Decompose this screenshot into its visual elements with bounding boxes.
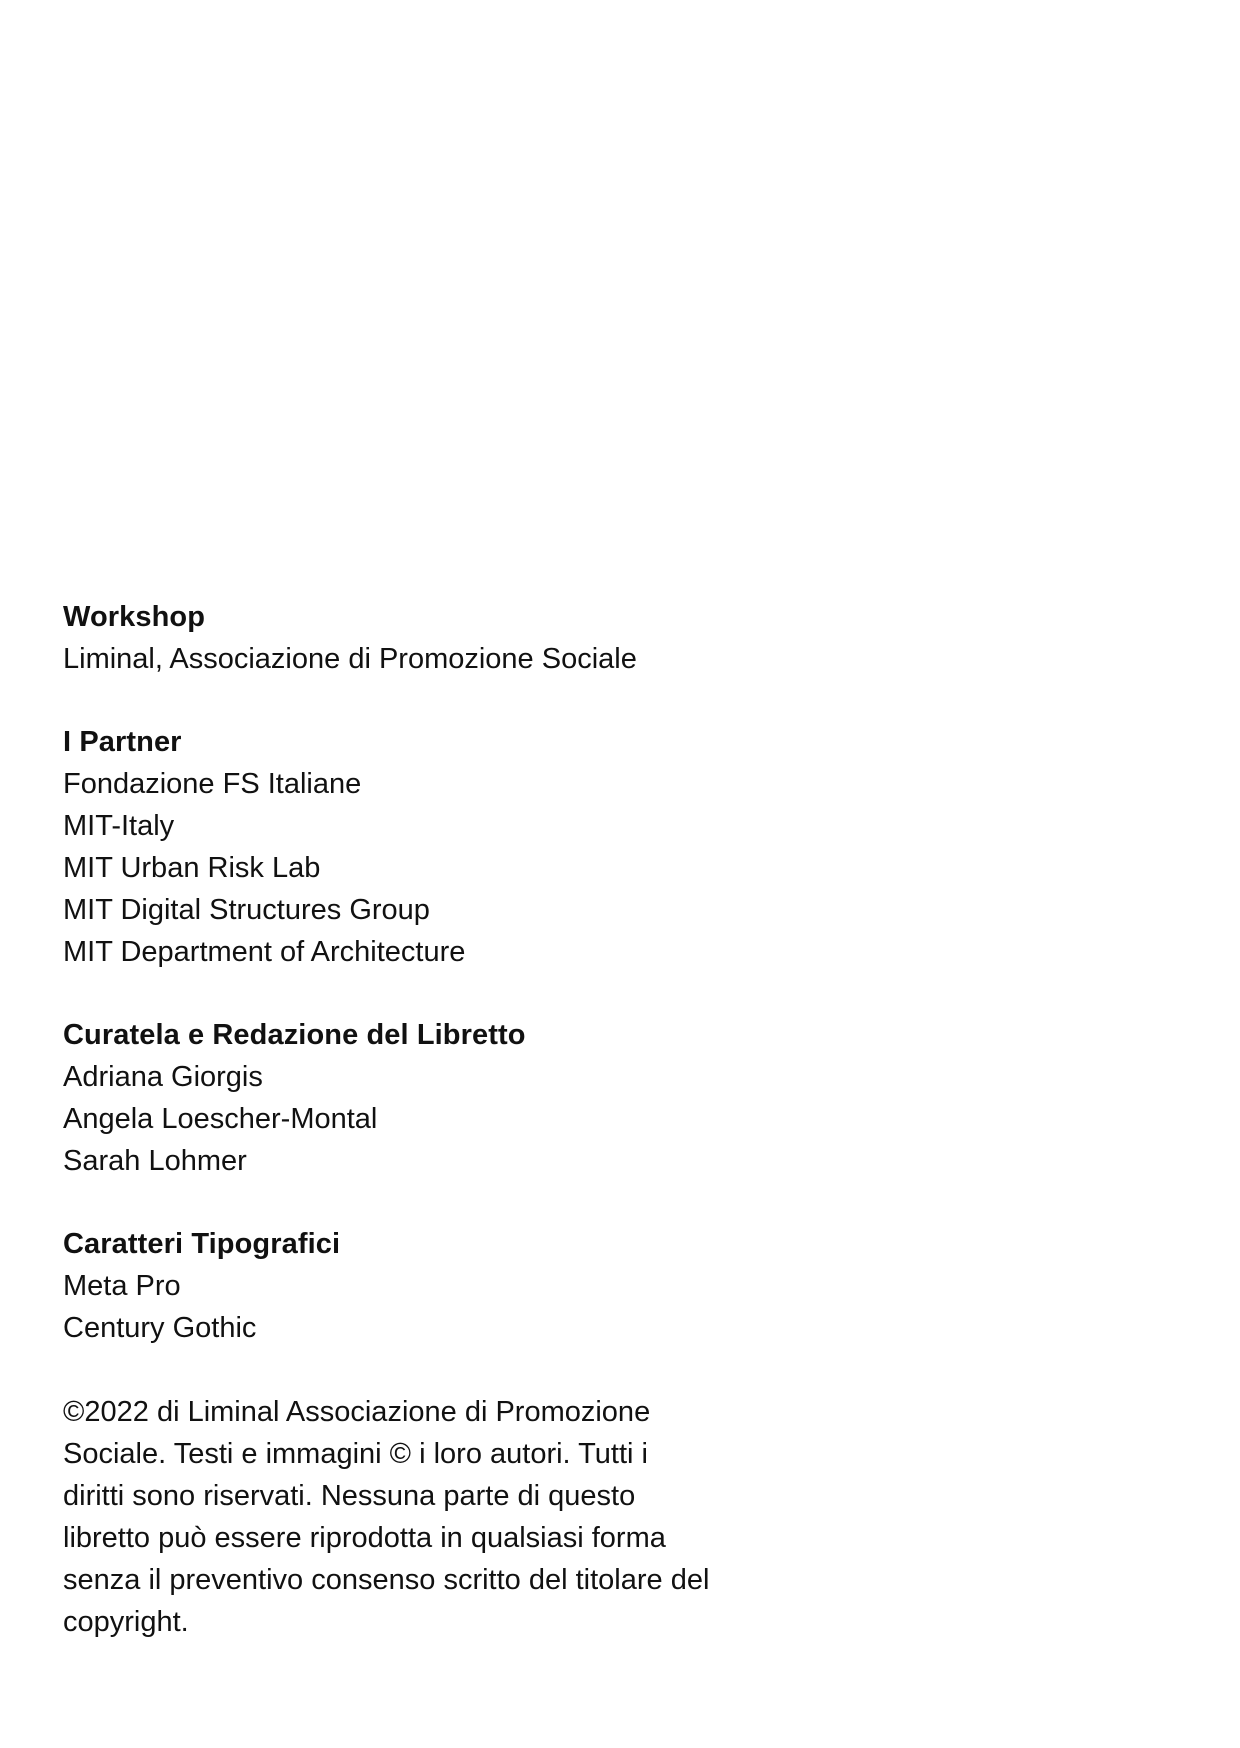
typefaces-section: [63, 1223, 823, 1349]
editor-name: Angela Loescher-Montal: [63, 1103, 378, 1135]
partner-item: MIT Urban Risk Lab: [63, 852, 321, 884]
partner-item: MIT Digital Structures Group: [63, 894, 430, 926]
copyright-line: libretto può essere riprodotta in qualsiasi forma: [63, 1522, 666, 1554]
copyright-line: ©2022 di Liminal Associazione di Promozione: [63, 1396, 651, 1428]
section-title-workshop: Workshop: [63, 601, 206, 633]
copyright-line: diritti sono riservati. Nessuna parte di questo: [63, 1480, 636, 1512]
editors-section: [63, 1014, 823, 1182]
partner-item: MIT Department of Architecture: [63, 936, 466, 968]
editor-name: Adriana Giorgis: [63, 1061, 263, 1093]
typeface-name: Century Gothic: [63, 1312, 257, 1344]
workshop-section: [63, 596, 823, 680]
copyright-line: Sociale. Testi e immagini © i loro autori. Tutti i: [63, 1438, 648, 1470]
colophon: [63, 596, 823, 1643]
editor-name: Sarah Lohmer: [63, 1145, 247, 1177]
partner-section: [63, 721, 823, 973]
partner-item: Fondazione FS Italiane: [63, 768, 362, 800]
section-title-partner: I Partner: [63, 726, 182, 758]
typeface-name: Meta Pro: [63, 1270, 181, 1302]
copyright-notice: [63, 1391, 823, 1643]
partner-item: MIT-Italy: [63, 810, 175, 842]
section-title-typefaces: Caratteri Tipografici: [63, 1228, 341, 1260]
workshop-organizer: Liminal, Associazione di Promozione Sociale: [63, 643, 637, 675]
copyright-line: copyright.: [63, 1606, 189, 1638]
copyright-line: senza il preventivo consenso scritto del titolare del: [63, 1564, 710, 1596]
section-title-editors: Curatela e Redazione del Libretto: [63, 1019, 526, 1051]
